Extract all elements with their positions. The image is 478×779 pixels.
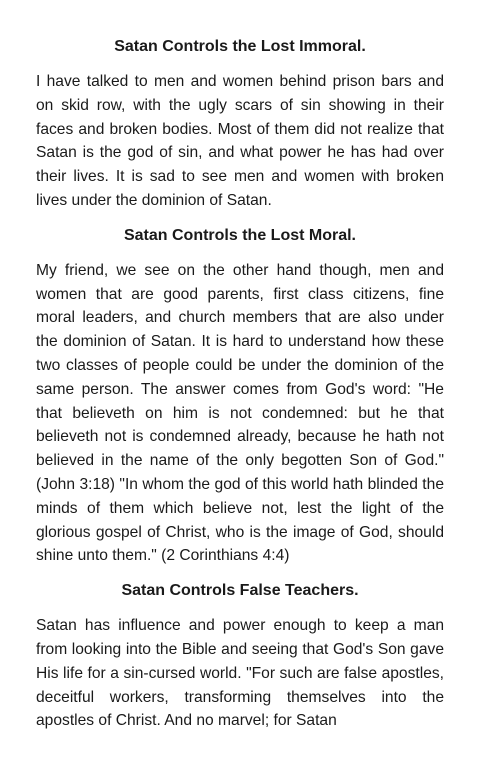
section-heading-false-teachers: Satan Controls False Teachers.	[121, 582, 359, 600]
section-heading-lost-moral: Satan Controls the Lost Moral.	[123, 226, 356, 244]
section-paragraph-lost-moral: My friend, we see on the other hand though, men and women that are good parents, first class citizens, fine moral leaders, and church members that are also under the dominion of Satan. It is hard to understand how these two classes of people could be under the dominion of the same person. The answer comes from God's word: "He that believeth on him is not condemned: but he that believeth not is condemned already, because he hath not believed in the name of the only begotten Son of God." (John 3:18) "In whom the god of this world hath blinded the minds of them which believe not, lest the light of the glorious gospel of Christ, who is the image of God, should shine unto them." (2 Corinthians 4:4)	[36, 261, 444, 565]
section-heading-lost-immoral: Satan Controls the Lost Immoral.	[114, 38, 366, 55]
section-paragraph-lost-immoral: I have talked to men and women behind prison bars and on skid row, with the ugly scars of sin showing in their faces and broken bodies. Most of them did not realize that Satan is the god of sin, and what power he has had over their lives. It is sad to see men and women with broken lives under the dominion of Satan.	[36, 73, 444, 209]
document-page	[36, 36, 444, 745]
section-paragraph-false-teachers: Satan has influence and power enough to keep a man from looking into the Bible and seeing that God's Son gave His life for a sin-cursed world. "For such are false apostles, deceitful workers, transforming themselves into the apostles of Christ. And no marvel; for Satan	[36, 617, 444, 730]
